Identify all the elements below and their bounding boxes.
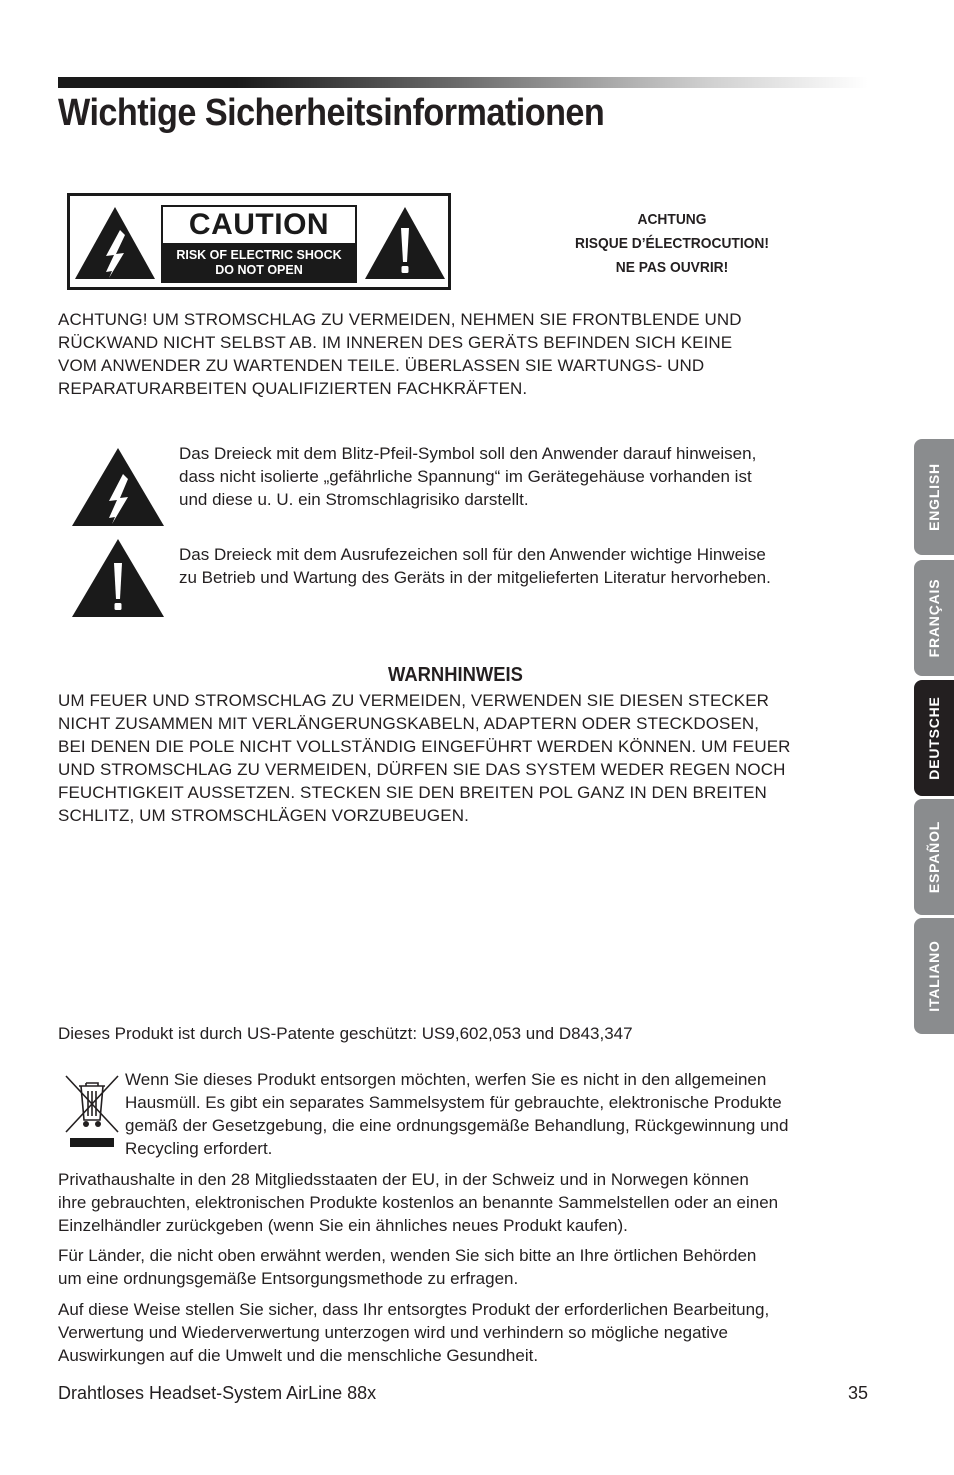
tab-italiano[interactable] [914,918,954,1034]
text-line: Das Dreieck mit dem Blitz-Pfeil-Symbol soll den Anwender darauf hinweisen, [179,444,757,463]
page-number: 35 [847,1383,868,1403]
lightning-explanation [179,442,756,511]
french-warning-line: RISQUE D’ÉLECTROCUTION! [575,235,769,252]
warning-heading: WARNHINWEIS [388,664,523,686]
lightning-triangle-icon [72,204,158,282]
disposal-paragraph [58,1298,769,1367]
warning-text [58,689,791,827]
text-line: Privathaushalte in den 28 Mitgliedsstaaten der EU, in der Schweiz und in Norwegen können [58,1170,749,1189]
header-rule [58,77,868,88]
weee-text [125,1068,788,1160]
text-line: und diese u. U. ein Stromschlagrisiko darstellt. [179,490,529,509]
lightning-triangle-icon [71,446,165,528]
text-line: VOM ANWENDER ZU WARTENDEN TEILE. ÜBERLASSEN SIE WARTUNGS- UND [58,356,705,375]
text-line: UM FEUER UND STROMSCHLAG ZU VERMEIDEN, VERWENDEN SIE DIESEN STECKER [58,691,770,710]
tab-label: ENGLISH [926,463,942,531]
text-line: Das Dreieck mit dem Ausrufezeichen soll für den Anwender wichtige Hinweise [179,545,766,564]
french-warning-line: NE PAS OUVRIR! [615,259,729,276]
text-line: dass nicht isolierte „gefährliche Spannung“ im Gerätegehäuse vorhanden ist [179,467,752,486]
footer-product-name: Drahtloses Headset-System AirLine 88x [58,1383,377,1403]
text-line: NICHT ZUSAMMEN MIT VERLÄNGERUNGSKABELN, ADAPTERN ODER STECKDOSEN, [58,714,760,733]
french-warning-line: ACHTUNG [637,211,707,228]
text-line: Auswirkungen auf die Umwelt und die menschliche Gesundheit. [58,1346,539,1365]
text-line: Verwertung und Wiederverwertung unterzogen wird und verhindern so mögliche negative [58,1323,728,1342]
text-line: ihre gebrauchten, elektronischen Produkte kostenlos an benannte Sammelstellen oder an einen [58,1193,779,1212]
tab-label: DEUTSCHE [926,696,942,780]
exclamation-triangle-icon [362,204,448,282]
text-line: REPARATURARBEITEN QUALIFIZIERTEN FACHKRÄFTEN. [58,379,528,398]
text-line: Für Länder, die nicht oben erwähnt werden, wenden Sie sich bitte an Ihre örtlichen Behörden [58,1246,757,1265]
text-line: Auf diese Weise stellen Sie sicher, dass Ihr entsorgtes Produkt der erforderlichen Bearbeitung, [58,1300,770,1319]
patent-notice: Dieses Produkt ist durch US-Patente geschützt: US9,602,053 und D843,347 [58,1024,633,1043]
tab-espanol[interactable] [914,799,954,915]
page-title: Wichtige Sicherheitsinformationen [58,92,605,134]
text-line: Einzelhändler zurückgeben (wenn Sie ein ähnliches neues Produkt kaufen). [58,1216,628,1235]
french-warning [569,208,775,280]
tab-deutsche[interactable] [914,680,954,796]
text-line: Recycling erfordert. [125,1139,273,1158]
text-line: BEI DENEN DIE POLE NICHT VOLLSTÄNDIG EINGEFÜHRT WERDEN KÖNNEN. UM FEUER [58,737,791,756]
tab-english[interactable] [914,439,954,555]
exclamation-triangle-icon [71,537,165,619]
caution-do-not-open-text: DO NOT OPEN [215,263,303,277]
text-line: Wenn Sie dieses Produkt entsorgen möchten, werfen Sie es nicht in den allgemeinen [125,1070,767,1089]
text-line: RÜCKWAND NICHT SELBST AB. IM INNEREN DES GERÄTS BEFINDEN SICH KEINE [58,333,733,352]
tab-francais[interactable] [914,560,954,676]
text-line: zu Betrieb und Wartung des Geräts in der mitgelieferten Literatur hervorheben. [179,568,771,587]
caution-risk-text: RISK OF ELECTRIC SHOCK [176,248,342,262]
exclamation-explanation [179,543,771,589]
text-line: Hausmüll. Es gibt ein separates Sammelsystem für gebrauchte, elektronische Produkte [125,1093,782,1112]
tab-label: FRANÇAIS [926,578,942,658]
text-line: um eine ordnungsgemäße Entsorgungsmethode zu erfragen. [58,1269,519,1288]
crossed-out-bin-icon [64,1072,120,1152]
shock-warning-text [58,308,742,400]
text-line: UND STROMSCHLAG ZU VERMEIDEN, DÜRFEN SIE DAS SYSTEM WEDER REGEN NOCH [58,760,786,779]
caution-word: CAUTION [163,207,355,243]
disposal-paragraph [58,1168,778,1237]
text-line: FEUCHTIGKEIT AUSSETZEN. STECKEN SIE DEN BREITEN POL GANZ IN DEN BREITEN [58,783,767,802]
text-line: SCHLITZ, UM STROMSCHLÄGEN VORZUBEUGEN. [58,806,469,825]
tab-label: ESPAÑOL [926,820,942,894]
text-line: gemäß der Gesetzgebung, die eine ordnungsgemäße Behandlung, Rückgewinnung und [125,1116,789,1135]
disposal-paragraph [58,1244,756,1290]
tab-label: ITALIANO [926,940,942,1012]
text-line: ACHTUNG! UM STROMSCHLAG ZU VERMEIDEN, NEHMEN SIE FRONTBLENDE UND [58,310,742,329]
